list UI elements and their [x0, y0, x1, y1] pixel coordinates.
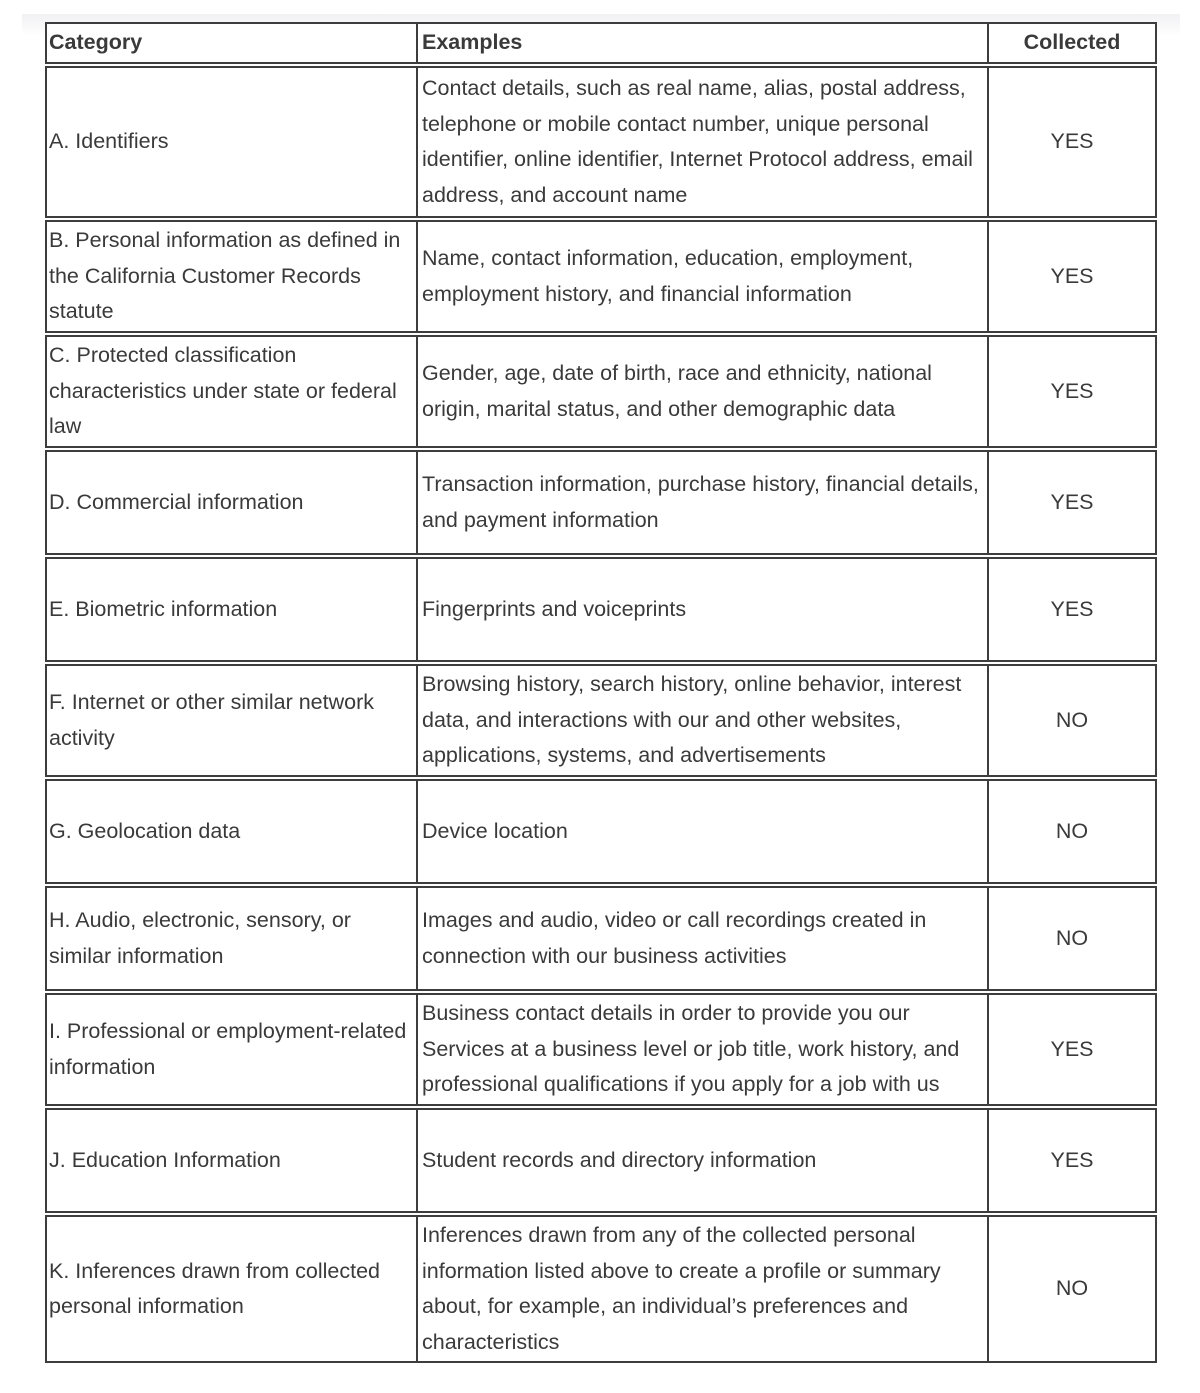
table-row [45, 664, 1157, 777]
examples-cell: Contact details, such as real name, alias, postal address, telephone or mobile contact number, unique personal identifier, online identifier, Internet Protocol address, email address, and account name [418, 66, 989, 218]
table-row [45, 335, 1157, 448]
collected-cell: YES [989, 993, 1157, 1106]
category-cell: F. Internet or other similar network activity [45, 664, 418, 777]
personal-information-categories-table [45, 20, 1157, 1365]
header-collected: Collected [989, 22, 1157, 64]
category-cell: J. Education Information [45, 1108, 418, 1213]
collected-cell: NO [989, 1215, 1157, 1363]
table-row [45, 1215, 1157, 1363]
examples-cell: Student records and directory information [418, 1108, 989, 1213]
collected-cell: YES [989, 557, 1157, 662]
category-cell: G. Geolocation data [45, 779, 418, 884]
table-row [45, 993, 1157, 1106]
examples-cell: Transaction information, purchase history, financial details, and payment information [418, 450, 989, 555]
category-cell: I. Professional or employment-related information [45, 993, 418, 1106]
collected-cell: NO [989, 664, 1157, 777]
table-row [45, 66, 1157, 218]
table-header [45, 22, 1157, 64]
examples-cell: Business contact details in order to provide you our Services at a business level or job title, work history, and professional qualifications if you apply for a job with us [418, 993, 989, 1106]
examples-cell: Inferences drawn from any of the collected personal information listed above to create a profile or summary about, for example, an individual’s preferences and characteristics [418, 1215, 989, 1363]
collected-cell: YES [989, 66, 1157, 218]
table-row [45, 557, 1157, 662]
examples-cell: Images and audio, video or call recordings created in connection with our business activities [418, 886, 989, 991]
examples-cell: Gender, age, date of birth, race and ethnicity, national origin, marital status, and other demographic data [418, 335, 989, 448]
header-examples: Examples [418, 22, 989, 64]
table-body [45, 66, 1157, 1363]
collected-cell: NO [989, 886, 1157, 991]
category-cell: E. Biometric information [45, 557, 418, 662]
table-row [45, 886, 1157, 991]
table-row [45, 779, 1157, 884]
header-category: Category [45, 22, 418, 64]
collected-cell: YES [989, 335, 1157, 448]
collected-cell: YES [989, 220, 1157, 333]
collected-cell: YES [989, 450, 1157, 555]
category-cell: A. Identifiers [45, 66, 418, 218]
table-row [45, 220, 1157, 333]
table-row [45, 1108, 1157, 1213]
header-row [45, 22, 1157, 64]
category-cell: B. Personal information as defined in the California Customer Records statute [45, 220, 418, 333]
examples-cell: Browsing history, search history, online behavior, interest data, and interactions with our and other websites, applications, systems, and advertisements [418, 664, 989, 777]
examples-cell: Fingerprints and voiceprints [418, 557, 989, 662]
category-cell: H. Audio, electronic, sensory, or similar information [45, 886, 418, 991]
examples-cell: Name, contact information, education, employment, employment history, and financial information [418, 220, 989, 333]
table-row [45, 450, 1157, 555]
category-cell: C. Protected classification characteristics under state or federal law [45, 335, 418, 448]
collected-cell: NO [989, 779, 1157, 884]
examples-cell: Device location [418, 779, 989, 884]
collected-cell: YES [989, 1108, 1157, 1213]
category-cell: K. Inferences drawn from collected personal information [45, 1215, 418, 1363]
category-cell: D. Commercial information [45, 450, 418, 555]
